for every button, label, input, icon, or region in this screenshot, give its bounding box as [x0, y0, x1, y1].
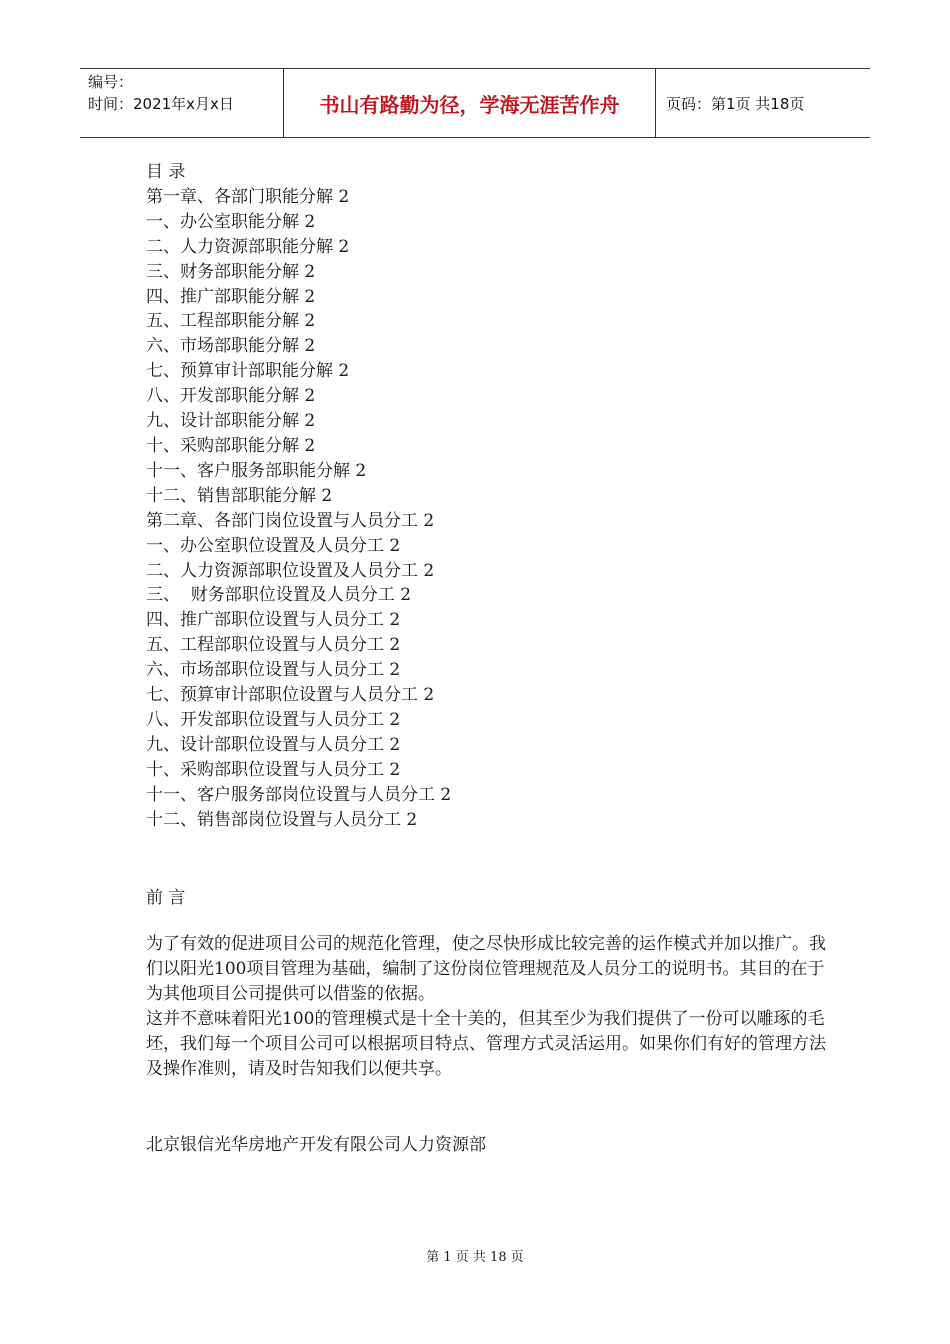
toc-item: 三、 财务部职位设置及人员分工 2: [146, 585, 412, 606]
toc-item: 二、人力资源部职能分解 2: [146, 236, 350, 257]
toc-item: 六、市场部职能分解 2: [146, 336, 316, 357]
table-of-contents: [146, 160, 451, 832]
serial-label: 编号：: [88, 73, 134, 91]
toc-item: 七、预算审计部职能分解 2: [146, 361, 350, 382]
toc-item: 八、开发部职位设置与人员分工 2: [146, 709, 401, 730]
toc-item: 五、工程部职能分解 2: [146, 311, 316, 332]
toc-item: 四、推广部职位设置与人员分工 2: [146, 610, 401, 631]
footer-page-number: 第 1 页 共 18 页: [426, 1250, 524, 1265]
toc-item: 二、人力资源部职位设置及人员分工 2: [146, 560, 435, 581]
toc-item: 一、办公室职能分解 2: [146, 211, 316, 232]
toc-item: 十二、销售部岗位设置与人员分工 2: [146, 809, 418, 830]
preface-body: [146, 932, 836, 1082]
toc-item: 七、预算审计部职位设置与人员分工 2: [146, 685, 435, 706]
toc-item: 九、设计部职能分解 2: [146, 411, 316, 432]
toc-item: 四、推广部职能分解 2: [146, 286, 316, 307]
toc-item: 第二章、各部门岗位设置与人员分工 2: [146, 510, 435, 531]
header-motto: 书山有路勤为径，学海无涯苦作舟: [283, 69, 656, 137]
preface-paragraph: 这并不意味着阳光100的管理模式是十全十美的，但其至少为我们提供了一份可以雕琢的毛坯，我们每一个项目公司可以根据项目特点、管理方式灵活运用。如果你们有好的管理方法及操作准则，请及时告知我们以便共享。: [146, 1009, 826, 1079]
toc-item: 第一章、各部门职能分解 2: [146, 186, 350, 207]
preface-heading: 前 言: [146, 888, 186, 908]
toc-item: 十一、客户服务部岗位设置与人员分工 2: [146, 784, 452, 805]
page-header: [80, 68, 870, 138]
toc-item: 十、采购部职能分解 2: [146, 435, 316, 456]
toc-item: 六、市场部职位设置与人员分工 2: [146, 660, 401, 681]
date-label: 时间：2021年x月x日: [88, 95, 234, 113]
toc-item: 一、办公室职位设置及人员分工 2: [146, 535, 401, 556]
toc-item: 八、开发部职能分解 2: [146, 386, 316, 407]
toc-item: 三、财务部职能分解 2: [146, 261, 316, 282]
header-page-info: 页码：第1页 共18页: [666, 94, 805, 113]
toc-title: 目 录: [146, 162, 186, 182]
toc-item: 五、工程部职位设置与人员分工 2: [146, 635, 401, 656]
toc-item: 十二、销售部职能分解 2: [146, 485, 333, 506]
header-meta: [80, 69, 283, 137]
preface-paragraph: 为了有效的促进项目公司的规范化管理，使之尽快形成比较完善的运作模式并加以推广。我们以阳光100项目管理为基础，编制了这份岗位管理规范及人员分工的说明书。其目的在于为其他项目公司提供可以借鉴的依据。: [146, 934, 826, 1004]
toc-item: 九、设计部职位设置与人员分工 2: [146, 734, 401, 755]
toc-item: 十、采购部职位设置与人员分工 2: [146, 759, 401, 780]
signature: 北京银信光华房地产开发有限公司人力资源部: [146, 1135, 486, 1155]
toc-item: 十一、客户服务部职能分解 2: [146, 460, 367, 481]
